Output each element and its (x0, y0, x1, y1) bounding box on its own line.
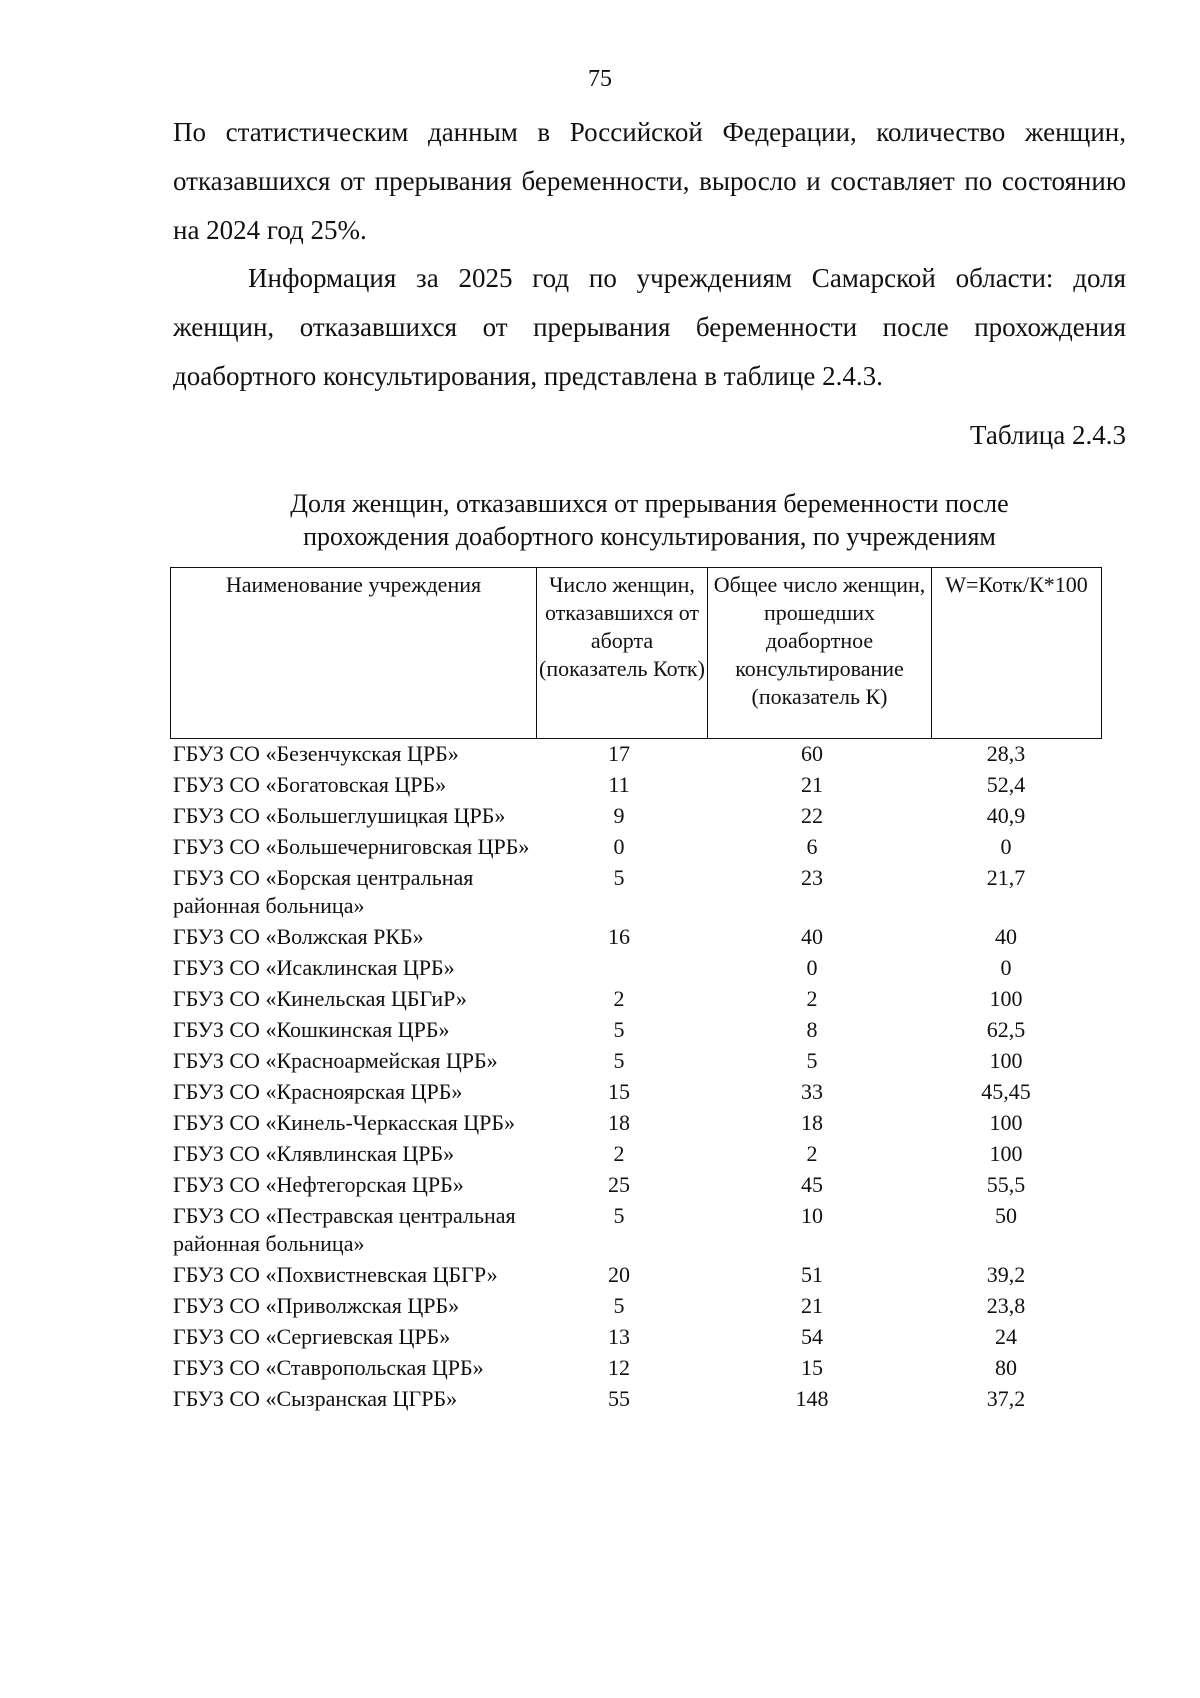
k-cell: 51 (801, 1262, 823, 1287)
k-cell: 10 (801, 1203, 823, 1228)
k-cell: 5 (806, 1048, 818, 1073)
table-row (172, 1047, 1090, 1075)
kotk-cell: 5 (613, 865, 625, 890)
table-body (172, 740, 1090, 1416)
kotk-cell: 5 (613, 1203, 625, 1228)
kotk-cell: 15 (608, 1079, 630, 1104)
w-cell: 100 (989, 1141, 1023, 1166)
k-cell: 22 (801, 803, 823, 828)
table-title-line-1: Доля женщин, отказавшихся от прерывания беременности после (290, 489, 1009, 518)
header-institution-name: Наименование учреждения (171, 568, 537, 739)
k-cell: 40 (801, 924, 823, 949)
table-row (172, 1292, 1090, 1320)
institution-name-cell: ГБУЗ СО «Кинельская ЦБГиР» (173, 986, 467, 1011)
institution-name-cell: ГБУЗ СО «Сызранская ЦГРБ» (173, 1386, 458, 1411)
table-header (170, 567, 1102, 739)
header-k: Общее число женщин, прошедших доабортное консультирование (показатель К) (708, 568, 932, 739)
institution-name-cell: ГБУЗ СО «Сергиевская ЦРБ» (173, 1324, 451, 1349)
table-row (172, 1078, 1090, 1106)
table-row (172, 1140, 1090, 1168)
header-w: W=Котк/К*100 (932, 568, 1102, 739)
w-cell: 40,9 (986, 803, 1026, 828)
institution-name-cell: ГБУЗ СО «Приволжская ЦРБ» (173, 1293, 460, 1318)
page-number: 75 (588, 66, 612, 92)
k-cell: 21 (801, 772, 823, 797)
institution-name-cell: ГБУЗ СО «Клявлинская ЦРБ» (173, 1141, 455, 1166)
kotk-cell: 25 (608, 1172, 630, 1197)
kotk-cell (536, 954, 702, 982)
k-cell: 60 (801, 741, 823, 766)
w-cell: 24 (995, 1324, 1017, 1349)
table-row (172, 1016, 1090, 1044)
kotk-cell: 55 (608, 1386, 630, 1411)
table-row (172, 1323, 1090, 1351)
info-paragraph: Информация за 2025 год по учреждениям Самарской области: доля женщин, отказавшихся от прерывания беременности после прохождения доабортного консультирования, представлена в таблице 2.4.3. (173, 263, 1126, 391)
w-cell: 23,8 (986, 1293, 1026, 1318)
kotk-cell: 17 (608, 741, 630, 766)
table-row (172, 954, 1090, 982)
w-cell: 37,2 (986, 1386, 1026, 1411)
institution-name-cell: ГБУЗ СО «Красноармейская ЦРБ» (173, 1048, 498, 1073)
w-cell: 62,5 (986, 1017, 1026, 1042)
institution-name-cell: ГБУЗ СО «Нефтегорская ЦРБ» (173, 1172, 464, 1197)
k-cell: 33 (801, 1079, 823, 1104)
kotk-cell: 13 (608, 1324, 630, 1349)
k-cell: 6 (806, 834, 818, 859)
institution-name-cell: ГБУЗ СО «Кошкинская ЦРБ» (173, 1017, 450, 1042)
table-row (172, 985, 1090, 1013)
table-row (172, 771, 1090, 799)
institution-name-cell: ГБУЗ СО «Похвистневская ЦБГР» (173, 1262, 498, 1287)
k-cell: 0 (806, 955, 818, 980)
table-row (172, 864, 1090, 920)
institution-name-cell: ГБУЗ СО «Исаклинская ЦРБ» (173, 955, 455, 980)
w-cell: 80 (995, 1355, 1017, 1380)
table-row (172, 740, 1090, 768)
table-row (172, 1202, 1090, 1258)
table-number: Таблица 2.4.3 (970, 420, 1126, 450)
k-cell: 8 (806, 1017, 818, 1042)
institution-name-cell: ГБУЗ СО «Красноярская ЦРБ» (173, 1079, 463, 1104)
table-row (172, 1109, 1090, 1137)
kotk-cell: 18 (608, 1110, 630, 1135)
k-cell: 23 (801, 865, 823, 890)
kotk-cell: 5 (613, 1293, 625, 1318)
w-cell: 100 (989, 1110, 1023, 1135)
w-cell: 40 (995, 924, 1017, 949)
header-kotk: Число женщин, отказавшихся от аборта (показатель Котк) (537, 568, 708, 739)
institution-name-cell: ГБУЗ СО «Безенчукская ЦРБ» (173, 741, 459, 766)
table-row (172, 923, 1090, 951)
institution-name-cell: ГБУЗ СО «Большечерниговская ЦРБ» (173, 834, 530, 859)
kotk-cell: 2 (613, 1141, 625, 1166)
table-title (173, 487, 1126, 553)
kotk-cell: 5 (613, 1017, 625, 1042)
table-row (172, 1354, 1090, 1382)
institution-name-cell: ГБУЗ СО «Волжская РКБ» (173, 924, 424, 949)
k-cell: 15 (801, 1355, 823, 1380)
w-cell: 39,2 (986, 1262, 1026, 1287)
table-title-line-2: прохождения доабортного консультирования, по учреждениям (303, 522, 996, 551)
k-cell: 148 (795, 1386, 829, 1411)
intro-paragraph: По статистическим данным в Российской Федерации, количество женщин, отказавшихся от прерывания беременности, выросло и составляет по состоянию на 2024 год 25%. (173, 117, 1126, 245)
w-cell: 100 (989, 1048, 1023, 1073)
k-cell: 54 (801, 1324, 823, 1349)
w-cell: 0 (1000, 955, 1012, 980)
kotk-cell: 5 (613, 1048, 625, 1073)
table-row (172, 833, 1090, 861)
k-cell: 2 (806, 986, 818, 1011)
w-cell: 52,4 (986, 772, 1026, 797)
k-cell: 18 (801, 1110, 823, 1135)
institution-name-cell: ГБУЗ СО «Большеглушицкая ЦРБ» (173, 803, 506, 828)
institution-name-cell: ГБУЗ СО «Пестравская центральная районная больница» (173, 1203, 516, 1256)
institution-name-cell: ГБУЗ СО «Борская центральная районная больница» (173, 865, 474, 918)
kotk-cell: 0 (613, 834, 625, 859)
w-cell: 0 (1000, 834, 1012, 859)
kotk-cell: 12 (608, 1355, 630, 1380)
institution-name-cell: ГБУЗ СО «Кинель-Черкасская ЦРБ» (173, 1110, 515, 1135)
table-row (172, 1261, 1090, 1289)
kotk-cell: 11 (608, 772, 630, 797)
k-cell: 21 (801, 1293, 823, 1318)
k-cell: 2 (806, 1141, 818, 1166)
institution-name-cell: ГБУЗ СО «Богатовская ЦРБ» (173, 772, 447, 797)
institution-name-cell: ГБУЗ СО «Ставропольская ЦРБ» (173, 1355, 484, 1380)
kotk-cell: 16 (608, 924, 630, 949)
k-cell: 45 (801, 1172, 823, 1197)
w-cell: 50 (995, 1203, 1017, 1228)
table-row (172, 1171, 1090, 1199)
w-cell: 55,5 (986, 1172, 1026, 1197)
table-row (172, 1385, 1090, 1413)
w-cell: 100 (989, 986, 1023, 1011)
kotk-cell: 2 (613, 986, 625, 1011)
w-cell: 21,7 (986, 865, 1026, 890)
kotk-cell: 20 (608, 1262, 630, 1287)
w-cell: 28,3 (986, 741, 1026, 766)
kotk-cell: 9 (613, 803, 625, 828)
table-row (172, 802, 1090, 830)
w-cell: 45,45 (981, 1079, 1031, 1104)
